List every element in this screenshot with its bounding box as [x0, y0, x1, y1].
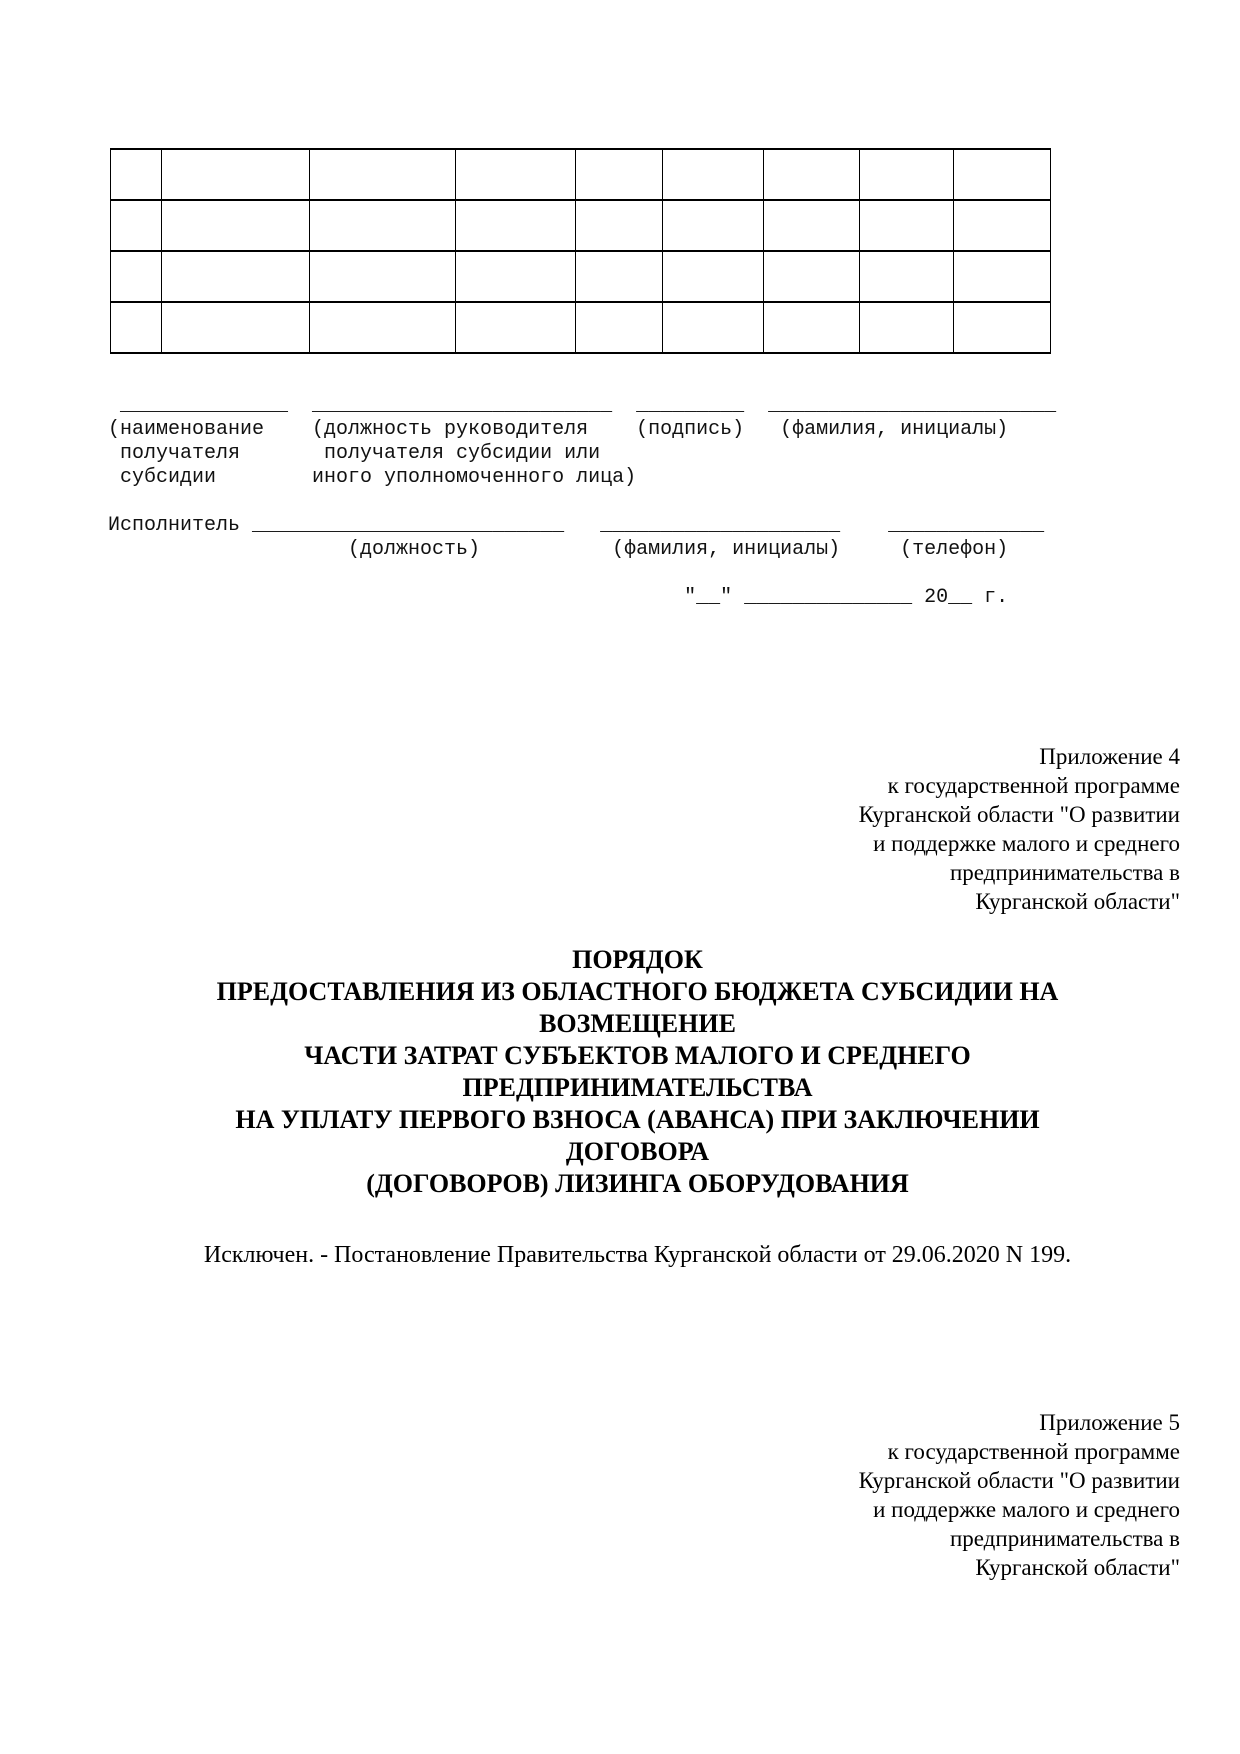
excluded-note: Исключен. - Постановление Правительства Курганской области от 29.06.2020 N 199. — [203, 1242, 1072, 1268]
appendix-4-line: Курганской области" — [975, 889, 1180, 914]
table-cell — [310, 149, 456, 200]
table-cell — [764, 251, 860, 302]
table-cell — [456, 200, 576, 251]
appendix-5-reference — [859, 1408, 1180, 1582]
date-row: "__" ______________ 20__ г. — [108, 586, 1009, 609]
table-cell — [111, 200, 162, 251]
table-cell — [456, 251, 576, 302]
table-cell — [860, 149, 954, 200]
table-row — [111, 302, 1051, 353]
appendix-4-line: Приложение 4 — [1039, 744, 1180, 769]
order-title-line: ПРЕДОСТАВЛЕНИЯ ИЗ ОБЛАСТНОГО БЮДЖЕТА СУБСИДИИ НА — [216, 977, 1059, 1006]
table-cell — [576, 200, 663, 251]
signature-block — [108, 394, 1056, 610]
table-cell — [954, 200, 1051, 251]
table-cell — [764, 302, 860, 353]
appendix-5-line: и поддержке малого и среднего — [873, 1497, 1180, 1522]
table-cell — [764, 200, 860, 251]
table-cell — [162, 200, 310, 251]
order-title-line: ПРЕДПРИНИМАТЕЛЬСТВА — [462, 1073, 813, 1102]
table-cell — [576, 302, 663, 353]
empty-table — [110, 148, 1051, 354]
table-cell — [576, 149, 663, 200]
signature-labels-row-3: субсидии иного уполномоченного лица) — [108, 466, 637, 489]
order-title-line: (ДОГОВОРОВ) ЛИЗИНГА ОБОРУДОВАНИЯ — [366, 1169, 909, 1198]
appendix-5-line: Курганской области" — [975, 1555, 1180, 1580]
appendix-4-line: предпринимательства в — [949, 860, 1180, 885]
order-title-line: ЧАСТИ ЗАТРАТ СУБЪЕКТОВ МАЛОГО И СРЕДНЕГО — [304, 1041, 971, 1070]
table-cell — [860, 200, 954, 251]
table-cell — [310, 302, 456, 353]
empty-table-body — [111, 149, 1051, 353]
table-cell — [111, 149, 162, 200]
table-cell — [310, 200, 456, 251]
signature-labels-row-1: (наименование (должность руководителя (подпись) (фамилия, инициалы) — [108, 418, 1009, 441]
signature-blank-row — [108, 490, 1056, 514]
order-title-line: ДОГОВОРА — [565, 1137, 710, 1166]
executor-labels-row: (должность) (фамилия, инициалы) (телефон) — [108, 538, 1009, 561]
table-row — [111, 200, 1051, 251]
signature-blank-row-2 — [108, 562, 1056, 586]
order-title — [95, 944, 1180, 1200]
appendix-5-line: к государственной программе — [887, 1439, 1180, 1464]
appendix-5-line: Курганской области "О развитии — [858, 1468, 1180, 1493]
table-cell — [111, 251, 162, 302]
appendix-4-line: к государственной программе — [887, 773, 1180, 798]
table-cell — [663, 302, 764, 353]
table-cell — [162, 251, 310, 302]
appendix-4-line: и поддержке малого и среднего — [873, 831, 1180, 856]
table-cell — [162, 149, 310, 200]
table-cell — [576, 251, 663, 302]
table-cell — [111, 302, 162, 353]
signature-labels-row-2: получателя получателя субсидии или — [108, 442, 601, 465]
table-cell — [663, 149, 764, 200]
table-cell — [456, 302, 576, 353]
signature-underscore-row: ______________ _________________________ _________ ________________________ — [108, 394, 1057, 417]
table-cell — [764, 149, 860, 200]
order-title-line: НА УПЛАТУ ПЕРВОГО ВЗНОСА (АВАНСА) ПРИ ЗАКЛЮЧЕНИИ — [235, 1105, 1040, 1134]
appendix-5-line: предпринимательства в — [949, 1526, 1180, 1551]
appendix-5-line: Приложение 5 — [1039, 1410, 1180, 1435]
table-cell — [860, 251, 954, 302]
table-cell — [663, 251, 764, 302]
table-cell — [310, 251, 456, 302]
appendix-4-line: Курганской области "О развитии — [858, 802, 1180, 827]
table-cell — [860, 302, 954, 353]
executor-row: Исполнитель __________________________ ____________________ _____________ — [108, 514, 1045, 537]
table-cell — [663, 200, 764, 251]
table-cell — [162, 302, 310, 353]
appendix-4-reference — [859, 742, 1180, 916]
table-row — [111, 251, 1051, 302]
table-cell — [954, 251, 1051, 302]
order-title-line: ВОЗМЕЩЕНИЕ — [539, 1009, 736, 1038]
table-row — [111, 149, 1051, 200]
table-cell — [456, 149, 576, 200]
table-cell — [954, 149, 1051, 200]
order-title-line: ПОРЯДОК — [572, 945, 703, 974]
table-cell — [954, 302, 1051, 353]
